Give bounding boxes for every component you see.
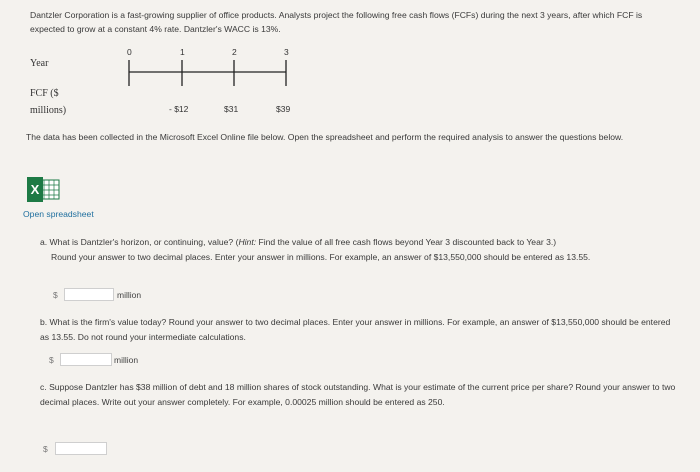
year-label: Year [30, 58, 49, 69]
fcf-label-line1: FCF ($ [30, 88, 59, 99]
question-b-text: b. What is the firm's value today? Round your answer to two decimal places. Enter your answer in millions. For example, an answer of $13,550,000 should be entered as 13.55. Do not round your intermediate calculations. [40, 317, 671, 342]
question-c-text: c. Suppose Dantzler has $38 million of debt and 18 million shares of stock outstanding. What is your estimate of the current price per share? Round your answer to two decimal places. Write out your answer completely. For example, 0.00025 million should be entered as 250. [40, 382, 676, 407]
year-tick-3: 3 [284, 47, 289, 57]
cash-flow-year-1: - $12 [169, 104, 189, 114]
answer-c-dollar-sign: $ [43, 444, 48, 454]
answer-a-unit: million [117, 290, 142, 300]
question-a-prefix: a. What is Dantzler's horizon, or continuing, value? ( [40, 237, 239, 247]
year-tick-2: 2 [232, 47, 237, 57]
cash-flow-year-2: $31 [224, 104, 239, 114]
answer-b-dollar-sign: $ [49, 355, 54, 365]
spreadsheet-note: The data has been collected in the Microsoft Excel Online file below. Open the spreadsheet and perform the required analysis to answer the questions below. [26, 132, 624, 142]
cash-flow-year-3: $39 [276, 104, 291, 114]
year-tick-0: 0 [127, 47, 132, 57]
answer-c-input[interactable] [55, 442, 107, 455]
excel-icon[interactable] [27, 177, 61, 202]
problem-intro: Dantzler Corporation is a fast-growing supplier of office products. Analysts project the following free cash flows (FCFs) during the next 3 years, after which FCF is expected to grow at a constant 4% rate. Dantzler's WACC is 13%. [30, 10, 643, 34]
answer-b-input[interactable] [60, 353, 112, 366]
question-a-hint-label: Hint: [238, 237, 257, 247]
question-b [40, 315, 680, 345]
answer-a-input[interactable] [64, 288, 114, 301]
cash-flow-timeline [28, 46, 348, 118]
year-tick-1: 1 [180, 47, 185, 57]
question-c [40, 380, 680, 410]
question-a [40, 235, 680, 265]
answer-a-dollar-sign: $ [53, 290, 58, 300]
question-a-hint-text: Find the value of all free cash flows beyond Year 3 discounted back to Year 3.) [256, 237, 557, 247]
svg-text:X: X [30, 182, 40, 197]
open-spreadsheet-link[interactable]: Open spreadsheet [23, 209, 94, 219]
fcf-label-line2: millions) [30, 105, 67, 116]
question-a-instructions: Round your answer to two decimal places. Enter your answer in millions. For example, an answer of $13,550,000 should be entered as 13.55. [51, 252, 591, 262]
answer-b-unit: million [114, 355, 139, 365]
